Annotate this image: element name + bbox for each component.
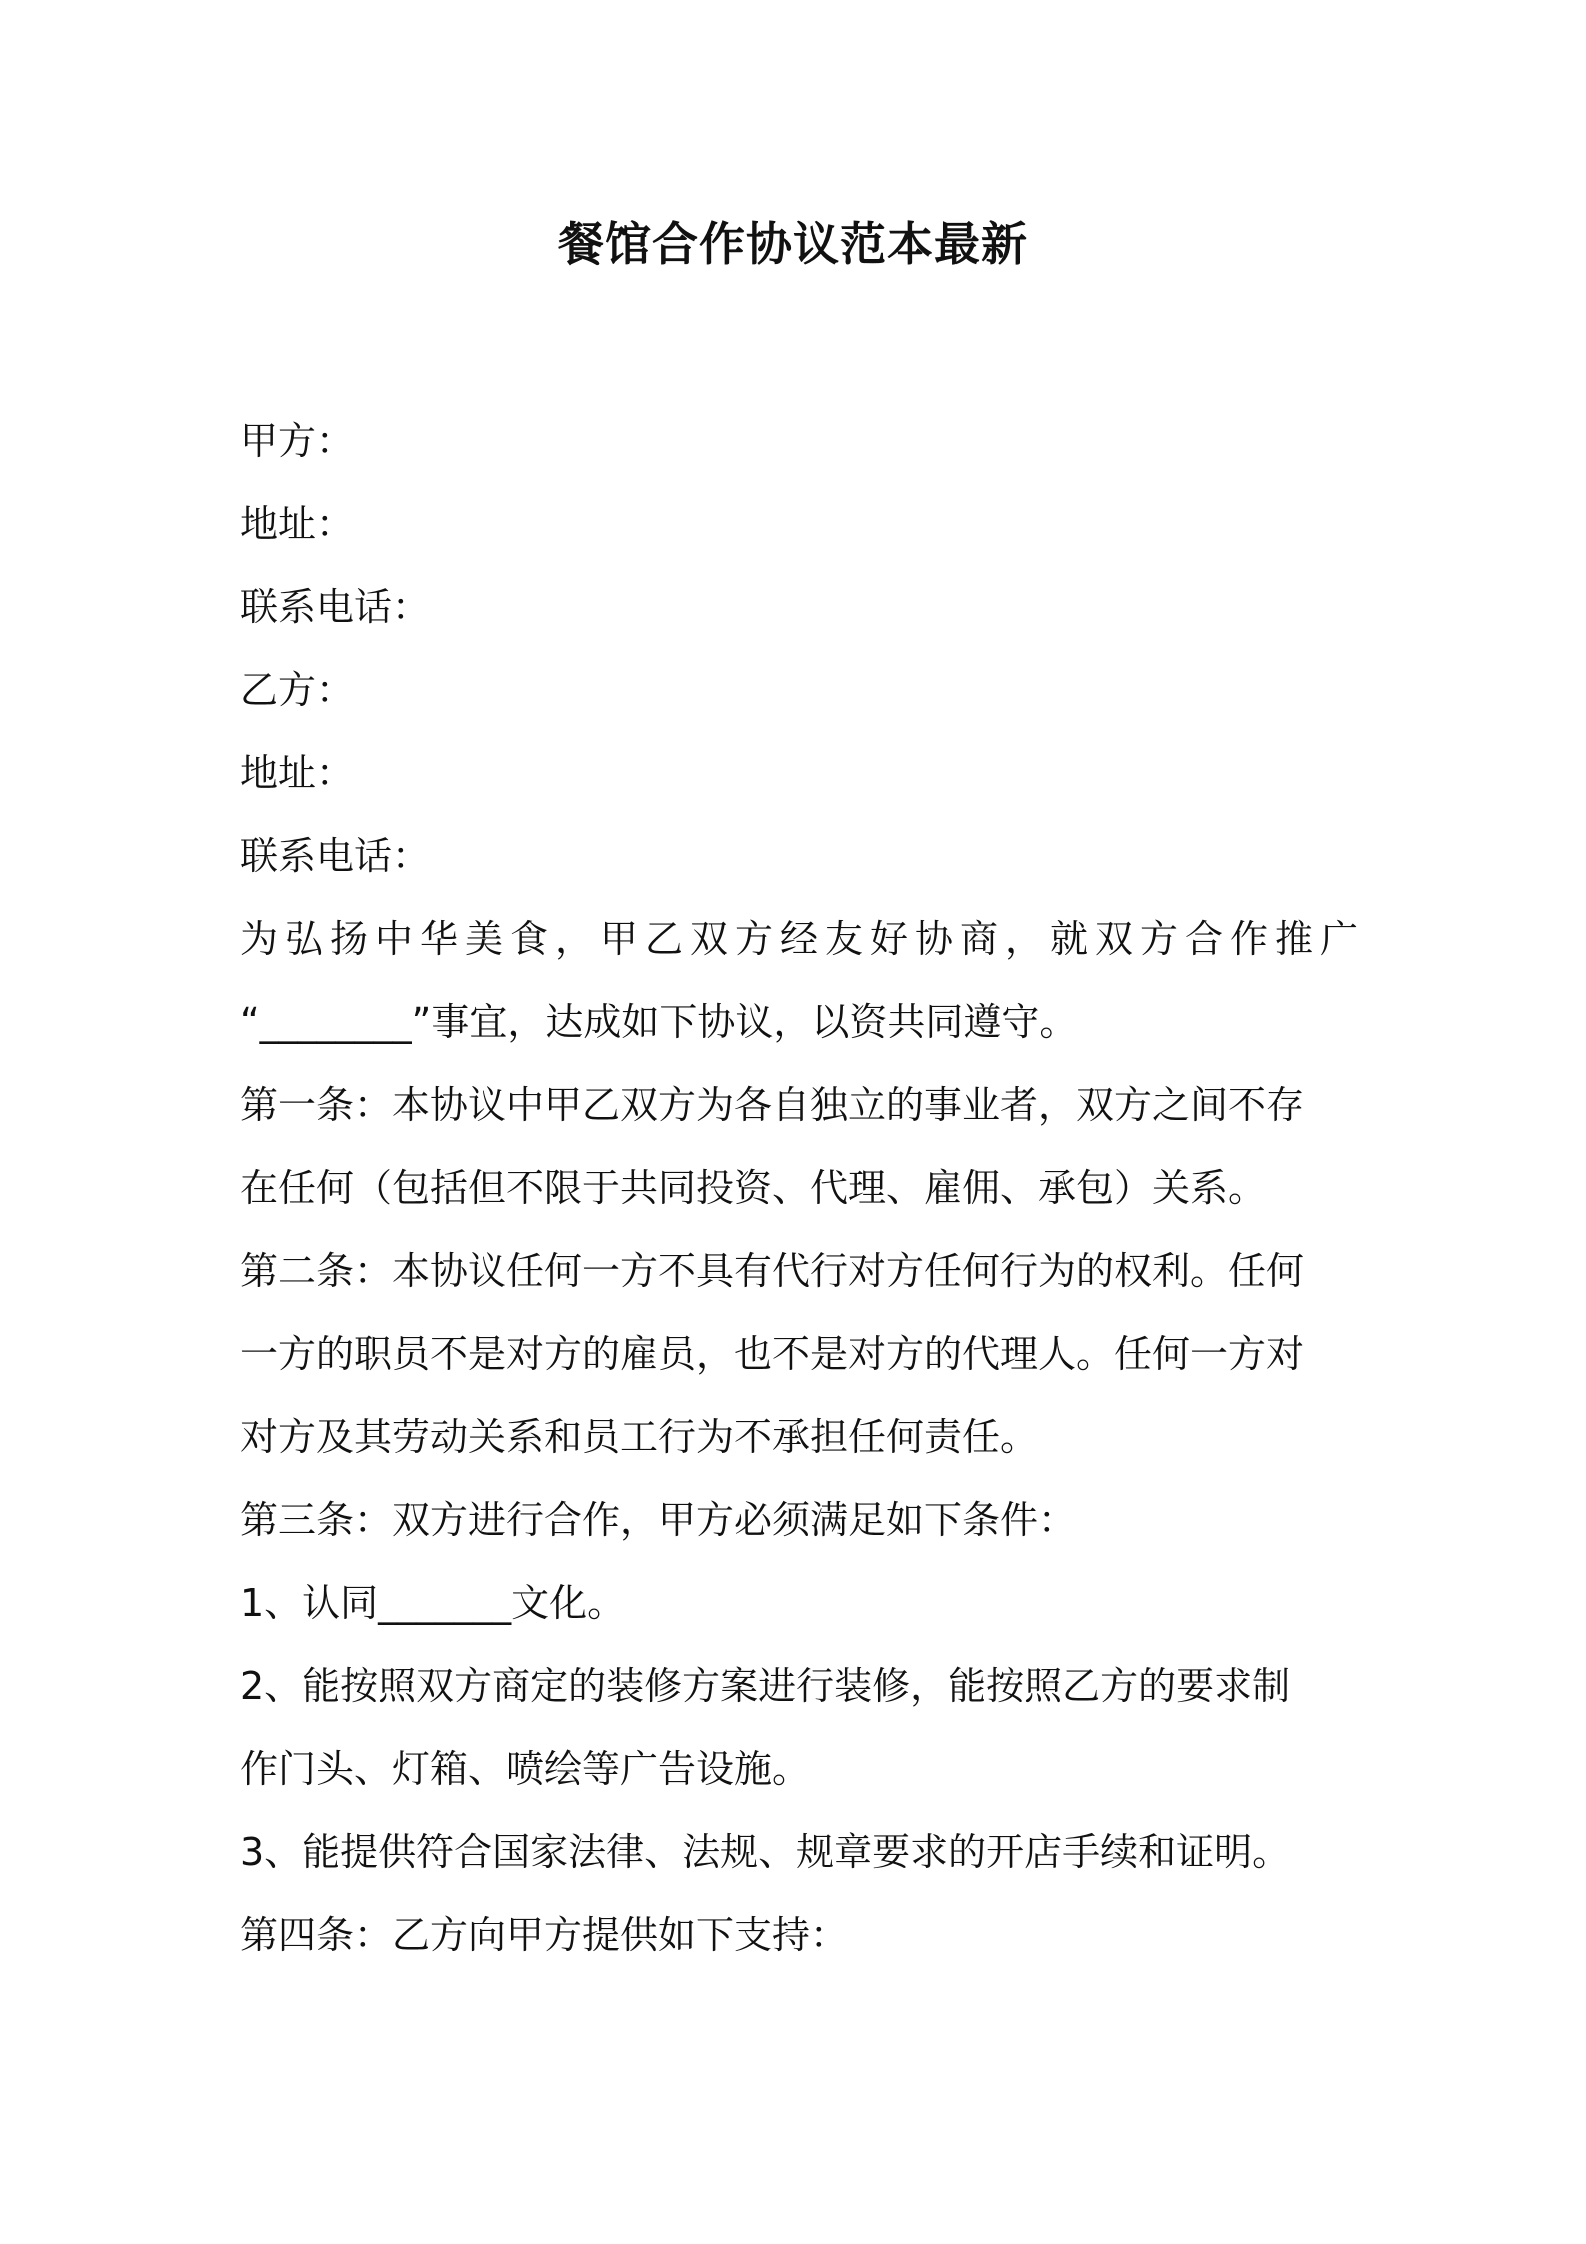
- article-3-item-1: 1、认同_______文化。: [240, 1581, 626, 1625]
- article-3-item-2-line-2: 作门头、灯箱、喷绘等广告设施。: [240, 1747, 811, 1791]
- party-a-label: 甲方：: [240, 419, 355, 463]
- party-a-address-label: 地址：: [240, 502, 355, 546]
- party-b-phone-label: 联系电话：: [240, 834, 431, 878]
- document-title: 餐馆合作协议范本最新: [558, 217, 1028, 271]
- article-2-line-2: 一方的职员不是对方的雇员，也不是对方的代理人。任何一方对: [240, 1332, 1305, 1376]
- article-3-item-3: 3、能提供符合国家法律、法规、规章要求的开店手续和证明。: [240, 1830, 1291, 1874]
- preamble-line-1: 为弘扬中华美食，甲乙双方经友好协商，就双方合作推广: [240, 917, 1366, 961]
- preamble-line-2: “________”事宜，达成如下协议，以资共同遵守。: [240, 1000, 1078, 1044]
- article-3-heading: 第三条：双方进行合作，甲方必须满足如下条件：: [240, 1498, 1077, 1542]
- article-3-item-2-line-1: 2、能按照双方商定的装修方案进行装修，能按照乙方的要求制: [240, 1664, 1291, 1708]
- article-1-line-1: 第一条：本协议中甲乙双方为各自独立的事业者，双方之间不存: [240, 1083, 1305, 1127]
- party-b-label: 乙方：: [240, 668, 355, 712]
- article-1-line-2: 在任何（包括但不限于共同投资、代理、雇佣、承包）关系。: [240, 1166, 1267, 1210]
- article-2-line-3: 对方及其劳动关系和员工行为不承担任何责任。: [240, 1415, 1039, 1459]
- article-4-heading: 第四条：乙方向甲方提供如下支持：: [240, 1913, 849, 1957]
- party-a-phone-label: 联系电话：: [240, 585, 431, 629]
- party-b-address-label: 地址：: [240, 751, 355, 795]
- document-body: [240, 400, 1366, 1977]
- article-2-line-1: 第二条：本协议任何一方不具有代行对方任何行为的权利。任何: [240, 1249, 1305, 1293]
